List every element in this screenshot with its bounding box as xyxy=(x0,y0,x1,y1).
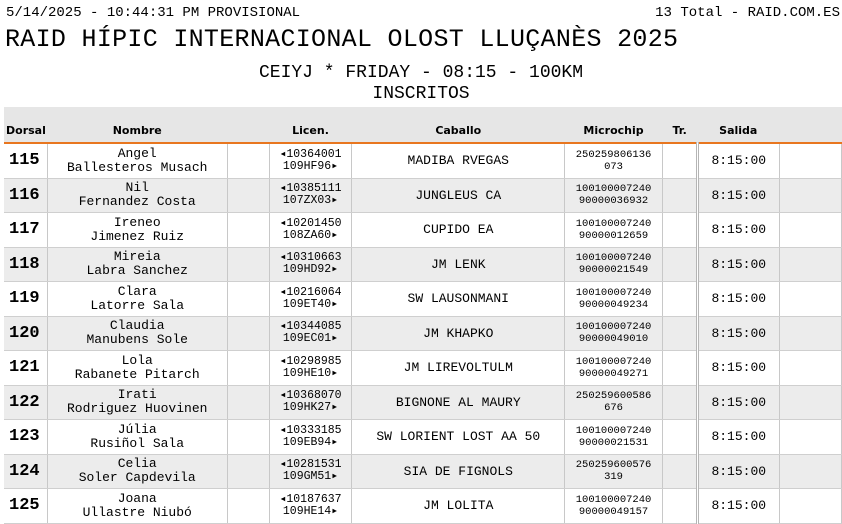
tr-cell xyxy=(662,316,697,351)
tr-cell xyxy=(662,385,697,420)
horse-name: SIA DE FIGNOLS xyxy=(352,454,565,489)
col-microchip: Microchip xyxy=(565,107,662,143)
license-rider: ◂10368070 xyxy=(279,389,342,403)
table-row xyxy=(4,213,842,248)
rider-last-name: Fernandez Costa xyxy=(78,194,196,210)
dorsal-number: 117 xyxy=(4,213,47,248)
tr-cell xyxy=(662,247,697,282)
rider-name xyxy=(47,420,227,455)
extra-cell xyxy=(779,489,841,524)
microchip-part2: 90000049271 xyxy=(578,367,649,380)
blank-cell xyxy=(227,420,269,455)
microchip-part2: 90000049157 xyxy=(578,505,649,518)
rider-name xyxy=(47,178,227,213)
microchip-part2: 073 xyxy=(604,160,623,173)
rider-first-name: Nil xyxy=(125,180,149,196)
microchip-part1: 100100007240 xyxy=(575,217,652,230)
blank-cell xyxy=(227,247,269,282)
tr-cell xyxy=(662,454,697,489)
blank-cell xyxy=(227,143,269,178)
tr-cell xyxy=(662,489,697,524)
extra-cell xyxy=(779,178,841,213)
tr-cell xyxy=(662,351,697,386)
microchip-part1: 250259600586 xyxy=(575,390,652,403)
rider-name xyxy=(47,385,227,420)
horse-name: JM LOLITA xyxy=(352,489,565,524)
microchip-part2: 90000036932 xyxy=(578,195,649,208)
extra-cell xyxy=(779,420,841,455)
license-horse: 109HE14▸ xyxy=(282,504,339,518)
dorsal-number: 125 xyxy=(4,489,47,524)
horse-name: MADIBA RVEGAS xyxy=(352,143,565,178)
rider-first-name: Lola xyxy=(121,352,153,368)
microchip xyxy=(565,178,662,213)
extra-cell xyxy=(779,454,841,489)
license-rider: ◂10310663 xyxy=(279,251,342,265)
rider-last-name: Latorre Sala xyxy=(90,297,185,313)
col-salida: Salida xyxy=(697,107,779,143)
microchip-part2: 319 xyxy=(604,471,623,484)
col-blank xyxy=(227,107,269,143)
microchip xyxy=(565,247,662,282)
blank-cell xyxy=(227,454,269,489)
extra-cell xyxy=(779,282,841,317)
microchip-part2: 90000049234 xyxy=(578,298,649,311)
horse-name: JM LIREVOLTULM xyxy=(352,351,565,386)
microchip xyxy=(565,420,662,455)
horse-name: SW LORIENT LOST AA 50 xyxy=(352,420,565,455)
extra-cell xyxy=(779,247,841,282)
rider-last-name: Soler Capdevila xyxy=(78,470,196,486)
license-horse: 109HE10▸ xyxy=(282,366,339,380)
rider-first-name: Angel xyxy=(117,145,157,161)
microchip-part1: 100100007240 xyxy=(575,493,652,506)
rider-first-name: Clara xyxy=(117,283,157,299)
table-body xyxy=(4,143,842,523)
microchip-part1: 100100007240 xyxy=(575,321,652,334)
entries-table xyxy=(4,107,842,524)
start-time: 8:15:00 xyxy=(697,351,779,386)
microchip xyxy=(565,316,662,351)
license-rider: ◂10201450 xyxy=(279,216,342,230)
rider-name xyxy=(47,351,227,386)
license-horse: 109HF96▸ xyxy=(282,159,339,173)
rider-first-name: Mireia xyxy=(113,249,161,265)
license xyxy=(269,178,351,213)
horse-name: JM LENK xyxy=(352,247,565,282)
dorsal-number: 116 xyxy=(4,178,47,213)
microchip xyxy=(565,489,662,524)
extra-cell xyxy=(779,385,841,420)
blank-cell xyxy=(227,213,269,248)
license-horse: 107ZX03▸ xyxy=(282,194,339,208)
license xyxy=(269,143,351,178)
rider-last-name: Manubens Sole xyxy=(86,332,188,348)
license-horse: 108ZA60▸ xyxy=(282,228,339,242)
section-heading: INSCRITOS xyxy=(372,84,470,104)
rider-last-name: Jimenez Ruiz xyxy=(90,228,185,244)
microchip-part2: 90000012659 xyxy=(578,229,649,242)
extra-cell xyxy=(779,213,841,248)
rider-last-name: Rodriguez Huovinen xyxy=(67,401,208,417)
microchip-part2: 90000021549 xyxy=(578,264,649,277)
license-rider: ◂10281531 xyxy=(279,458,342,472)
dorsal-number: 119 xyxy=(4,282,47,317)
rider-name xyxy=(47,143,227,178)
rider-name xyxy=(47,213,227,248)
horse-name: SW LAUSONMANI xyxy=(352,282,565,317)
rider-first-name: Claudia xyxy=(109,318,165,334)
rider-name xyxy=(47,316,227,351)
license-horse: 109ET40▸ xyxy=(282,297,339,311)
license-horse: 109HK27▸ xyxy=(282,401,339,415)
license-rider: ◂10344085 xyxy=(279,320,342,334)
dorsal-number: 115 xyxy=(4,143,47,178)
license-rider: ◂10333185 xyxy=(279,423,342,437)
dorsal-number: 122 xyxy=(4,385,47,420)
blank-cell xyxy=(227,489,269,524)
table-row xyxy=(4,316,842,351)
blank-cell xyxy=(227,316,269,351)
microchip xyxy=(565,282,662,317)
microchip-part1: 250259600576 xyxy=(575,459,652,472)
microchip-part2: 90000021531 xyxy=(578,436,649,449)
table-row xyxy=(4,420,842,455)
rider-first-name: Júlia xyxy=(117,421,157,437)
license xyxy=(269,247,351,282)
microchip-part2: 676 xyxy=(604,402,623,415)
start-time: 8:15:00 xyxy=(697,385,779,420)
col-licen: Licen. xyxy=(269,107,351,143)
rider-first-name: Irati xyxy=(117,387,157,403)
microchip xyxy=(565,385,662,420)
rider-first-name: Joana xyxy=(117,490,157,506)
start-time: 8:15:00 xyxy=(697,143,779,178)
timestamp: 5/14/2025 - 10:44:31 PM PROVISIONAL xyxy=(6,5,301,21)
rider-last-name: Rabanete Pitarch xyxy=(74,366,200,382)
extra-cell xyxy=(779,316,841,351)
microchip xyxy=(565,143,662,178)
microchip xyxy=(565,213,662,248)
blank-cell xyxy=(227,282,269,317)
blank-cell xyxy=(227,385,269,420)
start-time: 8:15:00 xyxy=(697,489,779,524)
microchip xyxy=(565,454,662,489)
rider-last-name: Ullastre Niubó xyxy=(82,504,192,520)
horse-name: JM KHAPKO xyxy=(352,316,565,351)
blank-cell xyxy=(227,351,269,386)
start-time: 8:15:00 xyxy=(697,420,779,455)
microchip-part1: 100100007240 xyxy=(575,183,652,196)
license-horse: 109HD92▸ xyxy=(282,263,339,277)
col-caballo: Caballo xyxy=(352,107,565,143)
license-horse: 109EC01▸ xyxy=(282,332,339,346)
license-horse: 109EB94▸ xyxy=(282,435,339,449)
dorsal-number: 123 xyxy=(4,420,47,455)
table-row xyxy=(4,143,842,178)
table-row xyxy=(4,247,842,282)
license xyxy=(269,213,351,248)
col-tr: Tr. xyxy=(662,107,697,143)
dorsal-number: 118 xyxy=(4,247,47,282)
dorsal-number: 120 xyxy=(4,316,47,351)
table-row xyxy=(4,454,842,489)
microchip-part1: 250259806136 xyxy=(575,148,652,161)
status-line xyxy=(6,5,840,21)
rider-name xyxy=(47,489,227,524)
horse-name: CUPIDO EA xyxy=(352,213,565,248)
col-extra xyxy=(779,107,841,143)
microchip xyxy=(565,351,662,386)
start-time: 8:15:00 xyxy=(697,213,779,248)
col-dorsal: Dorsal xyxy=(4,107,47,143)
tr-cell xyxy=(662,213,697,248)
table-header xyxy=(4,107,842,143)
rider-last-name: Labra Sanchez xyxy=(86,263,188,279)
license-rider: ◂10298985 xyxy=(279,354,342,368)
license-rider: ◂10216064 xyxy=(279,285,342,299)
tr-cell xyxy=(662,282,697,317)
start-time: 8:15:00 xyxy=(697,454,779,489)
start-time: 8:15:00 xyxy=(697,247,779,282)
rider-name xyxy=(47,454,227,489)
col-nombre: Nombre xyxy=(47,107,227,143)
dorsal-number: 121 xyxy=(4,351,47,386)
license xyxy=(269,282,351,317)
rider-last-name: Rusiñol Sala xyxy=(90,435,185,451)
category-heading: CEIYJ * FRIDAY - 08:15 - 100KM xyxy=(258,63,584,83)
start-time: 8:15:00 xyxy=(697,316,779,351)
rider-name xyxy=(47,282,227,317)
license-horse: 109GM51▸ xyxy=(282,470,339,484)
rider-name xyxy=(47,247,227,282)
start-time: 8:15:00 xyxy=(697,178,779,213)
table-row xyxy=(4,282,842,317)
microchip-part1: 100100007240 xyxy=(575,424,652,437)
microchip-part1: 100100007240 xyxy=(575,252,652,265)
microchip-part2: 90000049010 xyxy=(578,333,649,346)
license xyxy=(269,316,351,351)
rider-last-name: Ballesteros Musach xyxy=(67,159,208,175)
blank-cell xyxy=(227,178,269,213)
license-rider: ◂10187637 xyxy=(279,492,342,506)
license xyxy=(269,489,351,524)
extra-cell xyxy=(779,143,841,178)
license-rider: ◂10364001 xyxy=(279,147,342,161)
license xyxy=(269,420,351,455)
license-rider: ◂10385111 xyxy=(279,182,342,196)
rider-first-name: Celia xyxy=(117,456,157,472)
dorsal-number: 124 xyxy=(4,454,47,489)
start-time: 8:15:00 xyxy=(697,282,779,317)
table-row xyxy=(4,178,842,213)
rider-first-name: Ireneo xyxy=(113,214,161,230)
table-row xyxy=(4,351,842,386)
microchip-part1: 100100007240 xyxy=(575,355,652,368)
license xyxy=(269,454,351,489)
extra-cell xyxy=(779,351,841,386)
microchip-part1: 100100007240 xyxy=(575,286,652,299)
table-row xyxy=(4,385,842,420)
license xyxy=(269,351,351,386)
total-count: 13 Total - RAID.COM.ES xyxy=(655,5,840,21)
license xyxy=(269,385,351,420)
event-title: RAID HÍPIC INTERNACIONAL OLOST LLUÇANÈS 2025 xyxy=(5,25,679,54)
horse-name: JUNGLEUS CA xyxy=(352,178,565,213)
tr-cell xyxy=(662,143,697,178)
horse-name: BIGNONE AL MAURY xyxy=(352,385,565,420)
tr-cell xyxy=(662,178,697,213)
table-row xyxy=(4,489,842,524)
tr-cell xyxy=(662,420,697,455)
